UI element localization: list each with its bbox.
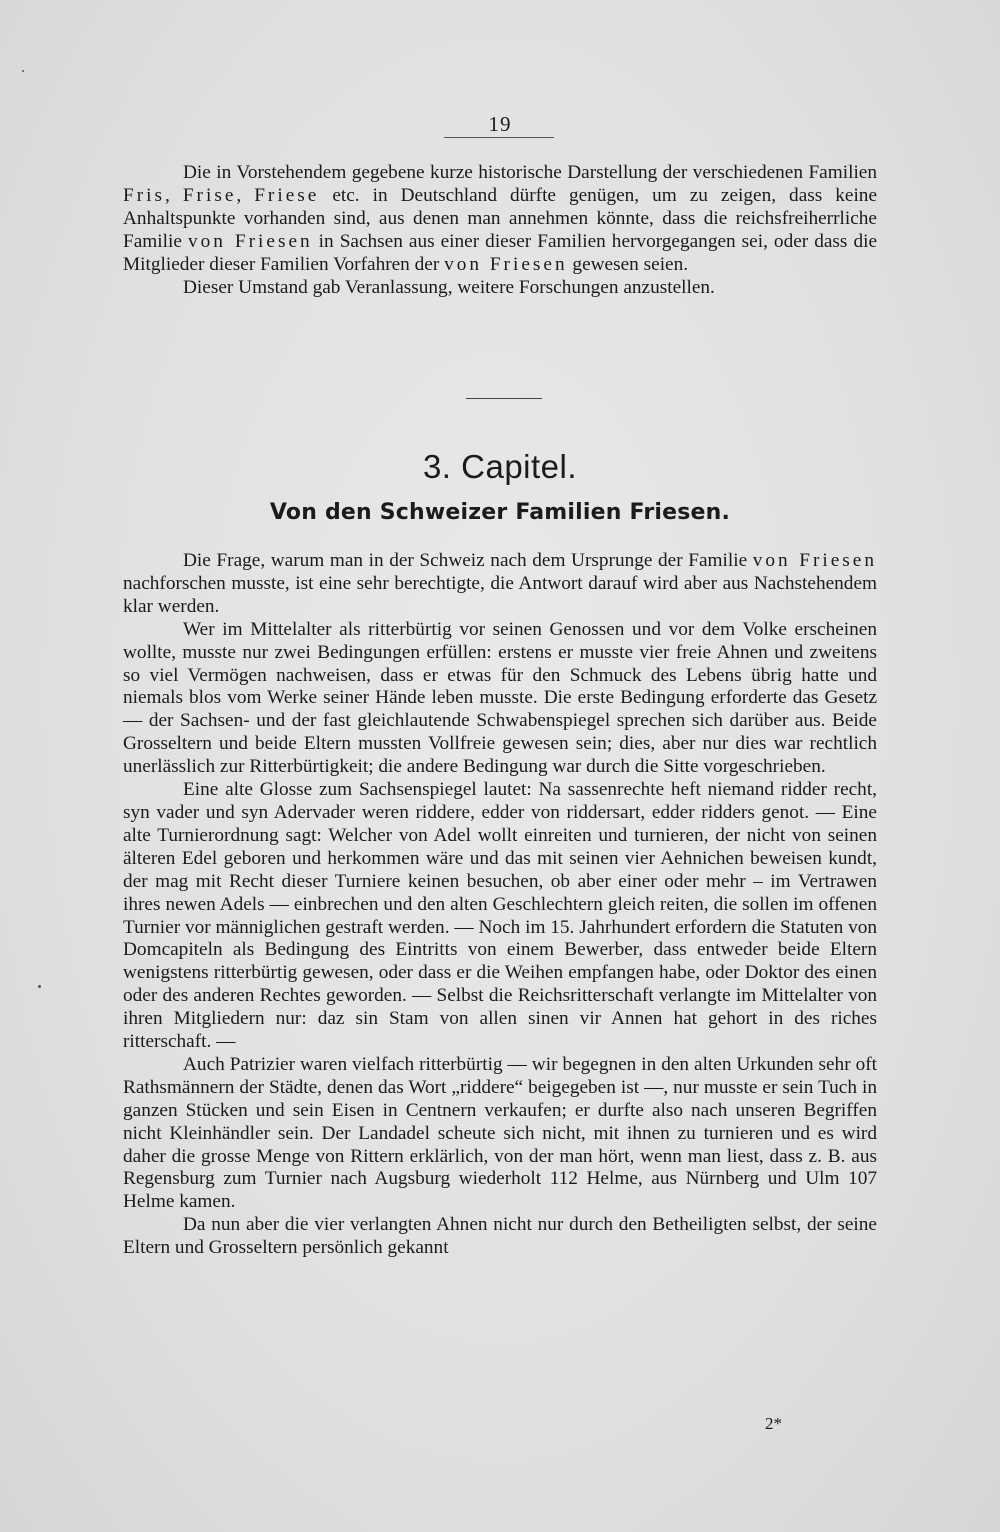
text-run: gewesen seien. [567,253,689,275]
paragraph [123,550,877,619]
chapter-title: 3. Capitel. [422,448,578,485]
intro-text-block [123,162,877,299]
header-rule [444,137,554,138]
paragraph [123,162,877,277]
text-run: Die in Vorstehendem gegebene kurze historische Darstellung der verschiedenen Familien [183,162,877,183]
paragraph [123,1214,877,1260]
spaced-name: von Friesen [444,253,568,275]
text-run: etc. in Deutschland dürfte genügen, um zu zeigen, dass keine Anhaltspunkte vorhanden sind, aus denen man annehmen könnte, dass die reichsfreiherrliche Familie [123,184,877,252]
text-run: Eine alte Glosse zum Sachsenspiegel lautet: Na sassenrechte heft niemand ridder recht, syn vader und syn Adervader weren riddere, edder von riddersart, edder ridders genot. — Eine alte Turnierordnung sagt: Welcher von Adel wollt einreiten und turnieren, der nicht von seinen älteren Edel geboren und herkommen wäre und das mit seinen vier Aehnichen beweisen kundt, der mag mit Recht dieser Turniere keinen besuchen, ob aber einer oder mehr – im Vertrawen ihres newen Adels — einbrechen und den alten Geschlechtern gleich reiten, die sollen im offenen Turnier vor männiglichen gestraft werden. — Noch im 15. Jahrhundert erfordern die Statuten von Domcapiteln als Bedingung des Eintritts von einem Bewerber, dass entweder beide Eltern wenigstens ritterbürtig gewesen, oder dass er die Weihen empfangen habe, oder Doktor des einen oder des anderen Rechtes geworden. — Selbst die Reichsritterschaft verlangte im Mittelalter von ihren Mitgliedern nur: daz sin Stam von allen sinen vir Annen hat gehort in des riches ritterschaft. — [123,779,877,1053]
paper-speck [38,985,41,988]
text-run: , [165,184,183,206]
paragraph [123,1054,877,1214]
paragraph [123,779,877,1054]
spaced-name: von Friesen [752,550,877,571]
spaced-name: von Friesen [187,230,313,252]
spaced-name: Friese [254,184,320,206]
spaced-name: Frise [182,184,237,206]
text-run: in Sachsen aus einer dieser Familien hervorgegangen sei, oder dass die Mitglieder dieser Familien Vorfahren der [123,230,877,275]
chapter-body-text [123,550,877,1260]
spaced-name: Fris [123,184,166,206]
chapter-subtitle: Von den Schweizer Familien Friesen. [269,500,731,525]
signature-mark: 2* [765,1414,782,1433]
text-run: Auch Patrizier waren vielfach ritterbürtig — wir begegnen in den alten Urkunden sehr oft Rathsmännern der Städte, denen das Wort „riddere“ beigegeben ist —, nur musste er sein Tuch in ganzen Stücken und sein Eisen in Centnern verkaufen; er durfte also nach unseren Begriffen nicht Kleinhändler sein. Der Landadel scheute sich nicht, mit ihnen zu turnieren und es wird daher die grosse Menge von Rittern erklärlich, von der man hört, wenn man liest, dass z. B. aus Regensburg zum Turnier nach Augsburg wiederholt 112 Helme, aus Nürnberg und Ulm 107 Helme kamen. [123,1053,877,1213]
text-run: Da nun aber die vier verlangten Ahnen nicht nur durch den Betheiligten selbst, der seine Eltern und Grosseltern persönlich gekannt [123,1214,877,1259]
text-run: , [236,184,255,206]
paragraph [123,619,877,779]
section-divider [466,398,542,399]
text-run: Dieser Umstand gab Veranlassung, weitere Forschungen anzustellen. [183,276,715,298]
paper-speck [22,70,24,72]
text-run: Die Frage, warum man in der Schweiz nach dem Ursprunge der Familie [183,550,753,571]
page-number: 19 [488,112,512,136]
text-run: Wer im Mittelalter als ritterbürtig vor seinen Genossen und vor dem Volke erscheinen wollte, musste nur zwei Bedingungen erfüllen: erstens er musste vier freie Ahnen und zweitens so viel Vermögen nachweisen, dass er etwas für den Schmuck des Lebens übrig hatte und niemals blos vom Werke seiner Hände leben musste. Die erste Bedingung erforderte das Gesetz — der Sachsen- und der fast gleichlautende Schwabenspiegel sprechen sich darüber aus. Beide Grosseltern und beide Eltern mussten Vollfreie gewesen sein; dies, aber nur dies war rechtlich unerlässlich zur Ritterbürtigkeit; die andere Bedingung war durch die Sitte vorgeschrieben. [123,618,877,778]
text-run: nachforschen musste, ist eine sehr berechtigte, die Antwort darauf wird aber aus Nachstehendem klar werden. [123,572,877,617]
paragraph [123,277,877,300]
